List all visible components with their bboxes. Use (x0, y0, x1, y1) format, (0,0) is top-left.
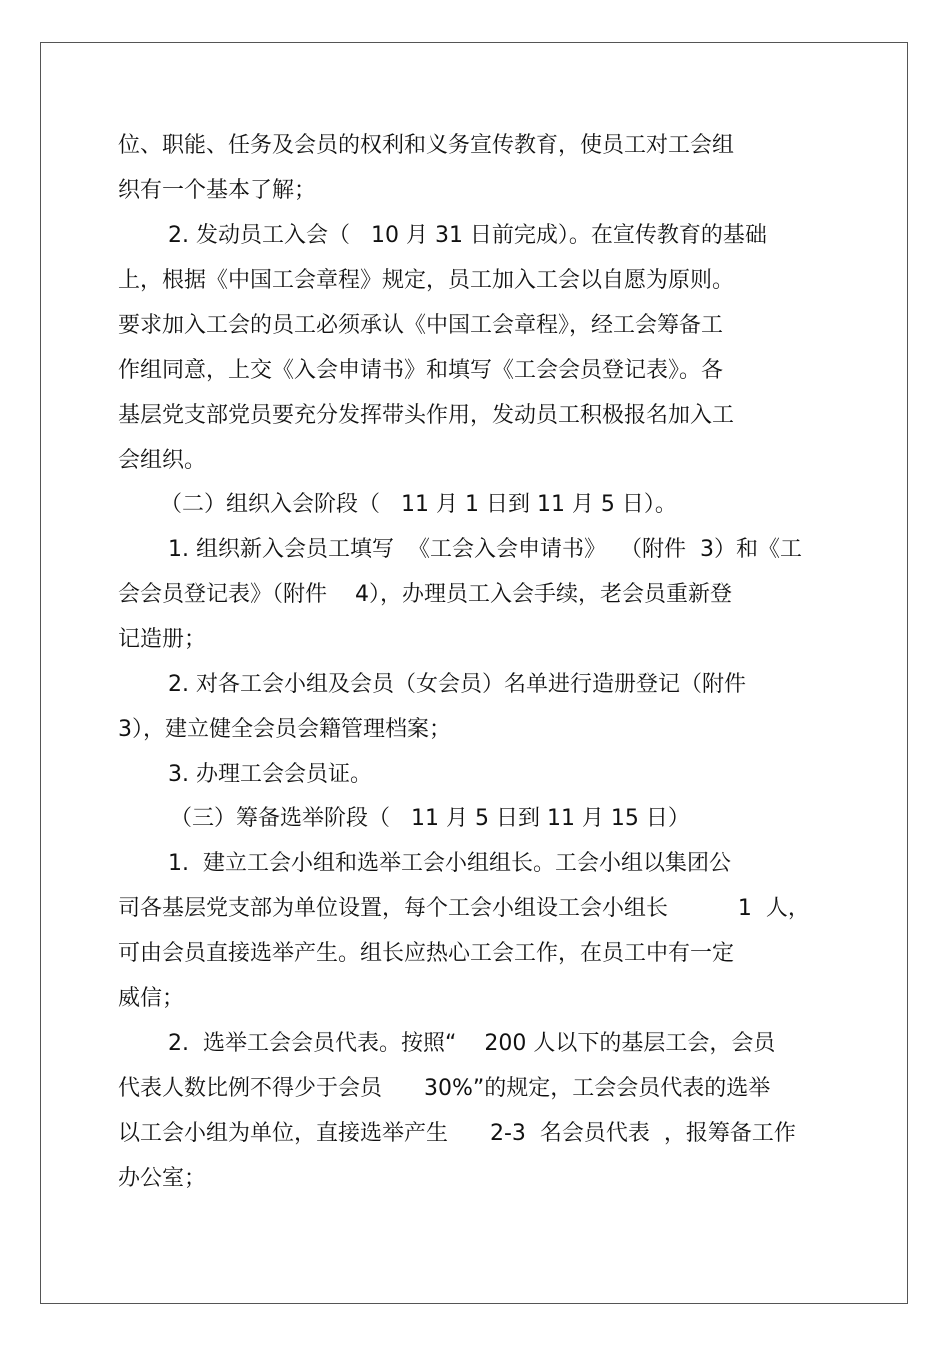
section-heading: （三）筹备选举阶段（ 11 月 5 日到 11 月 15 日） (170, 806, 690, 831)
text-line: 上，根据《中国工会章程》规定，员工加入工会以自愿为原则。 (118, 268, 735, 293)
text-line: 作组同意，上交《入会申请书》和填写《工会会员登记表》。各 (118, 358, 724, 383)
text-line: 办公室； (118, 1166, 207, 1191)
text-line: 2. 选举工会会员代表。按照“ 200 人以下的基层工会，会员 (168, 1031, 776, 1056)
text-line: 位、职能、任务及会员的权利和义务宣传教育，使员工对工会组 (118, 133, 735, 158)
text-line: 司各基层党支部为单位设置，每个工会小组设工会小组长 1 人， (118, 896, 810, 921)
text-line: 3），建立健全会员会籍管理档案； (118, 717, 451, 742)
text-line: 3. 办理工会会员证。 (168, 762, 372, 787)
text-line: 会会员登记表》（附件 4），办理员工入会手续，老会员重新登 (118, 582, 732, 607)
text-line: 基层党支部党员要充分发挥带头作用，发动员工积极报名加入工 (118, 403, 735, 428)
text-line: 代表人数比例不得少于会员 30%”的规定，工会会员代表的选举 (118, 1076, 771, 1101)
text-line: 可由会员直接选举产生。组长应热心工会工作，在员工中有一定 (118, 941, 735, 966)
text-line: 要求加入工会的员工必须承认《中国工会章程》，经工会筹备工 (118, 313, 724, 338)
text-line: 2. 发动员工入会（ 10 月 31 日前完成）。在宣传教育的基础 (168, 223, 767, 248)
text-line: 会组织。 (118, 448, 207, 473)
text-line: 以工会小组为单位，直接选举产生 2-3 名会员代表 ，报筹备工作 (118, 1121, 796, 1146)
text-line: 1. 建立工会小组和选举工会小组组长。工会小组以集团公 (168, 851, 731, 876)
section-heading: （二）组织入会阶段（ 11 月 1 日到 11 月 5 日）。 (160, 492, 677, 517)
text-line: 记造册； (118, 627, 207, 652)
text-line: 1. 组织新入会员工填写 《工会入会申请书》 （附件 3）和《工 (168, 537, 802, 562)
text-line: 威信； (118, 986, 185, 1011)
text-line: 织有一个基本了解； (118, 178, 317, 203)
text-line: 2. 对各工会小组及会员（女会员）名单进行造册登记（附件 (168, 672, 746, 697)
